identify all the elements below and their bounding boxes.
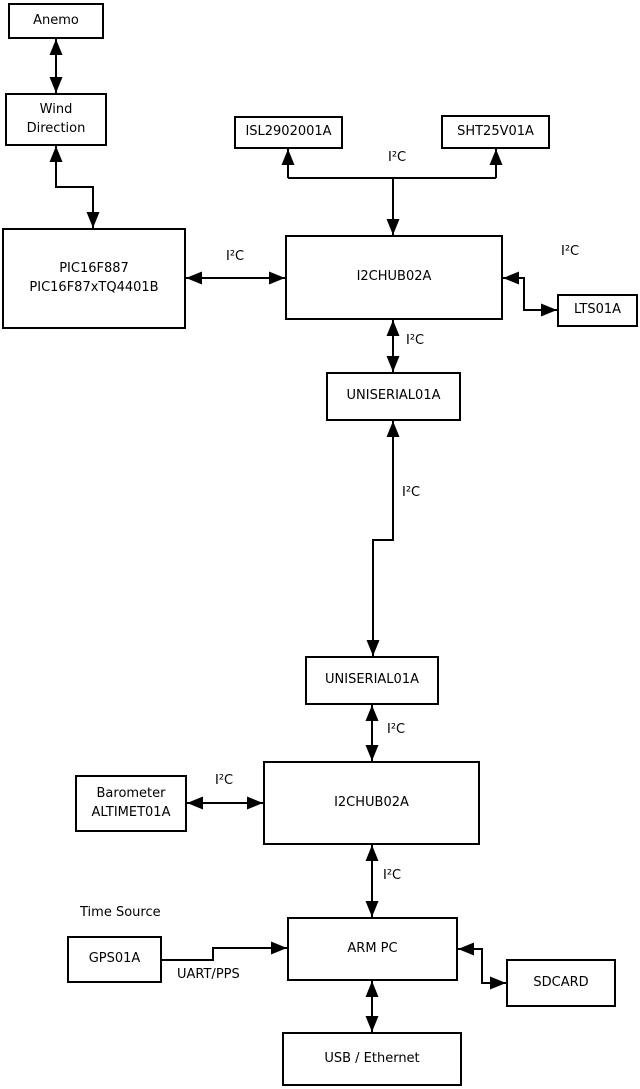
- edge-i2chub-top-lts: [503, 278, 557, 310]
- node-sdcard: [506, 959, 616, 1007]
- node-uniserial01a-bottom: [305, 656, 439, 705]
- node-arm-pc: [287, 917, 458, 981]
- node-sht25v01a-label: SHT25V01A: [457, 123, 534, 139]
- node-usb-ethernet: [282, 1032, 462, 1086]
- node-arm-pc-label: ARM PC: [347, 940, 398, 956]
- node-i2chub02a-top-label: I2CHUB02A: [356, 269, 432, 285]
- node-sdcard-label: SDCARD: [533, 974, 589, 990]
- node-gps01a: [67, 936, 162, 983]
- node-gps01a-label: GPS01A: [88, 951, 141, 967]
- node-anemo-label: Anemo: [33, 12, 79, 28]
- node-pic16f887: [2, 228, 186, 329]
- node-lts01a: [557, 294, 638, 327]
- label-i2c-pic-hub: I²C: [226, 249, 245, 264]
- node-isl2902001a-label: ISL2902001A: [245, 124, 332, 140]
- node-i2chub02a-bottom: [263, 761, 480, 845]
- node-pic16f887-line1: PIC16F887: [59, 261, 129, 277]
- node-wind-direction: [5, 93, 107, 146]
- label-i2c-uniserial-hub: I²C: [387, 722, 406, 737]
- edge-armpc-sdcard: [458, 949, 506, 983]
- node-i2chub02a-bottom-label: I2CHUB02A: [334, 794, 409, 810]
- label-i2c-hub-arm: I²C: [383, 868, 402, 883]
- label-time-source: Time Source: [80, 905, 161, 920]
- node-wind-direction-line2: Direction: [26, 120, 86, 136]
- node-uniserial01a-top-label: UNISERIAL01A: [346, 388, 441, 404]
- label-i2c-uniserial-link: I²C: [402, 485, 421, 500]
- label-uart-pps: UART/PPS: [177, 967, 240, 982]
- label-i2c-baro-hub: I²C: [215, 773, 234, 788]
- label-i2c-hub-lts: I²C: [561, 244, 580, 259]
- node-lts01a-label: LTS01A: [573, 302, 622, 318]
- node-pic16f887-line2: PIC16F87xTQ4401B: [29, 279, 159, 295]
- node-sht25v01a: [441, 115, 550, 149]
- node-isl2902001a: [234, 116, 343, 149]
- node-anemo: [8, 3, 104, 39]
- edge-uniserial-link: [373, 421, 393, 656]
- node-usb-ethernet-label: USB / Ethernet: [324, 1050, 420, 1066]
- edge-gps-armpc: [162, 948, 287, 960]
- node-barometer-altimet01a: [75, 775, 187, 832]
- node-uniserial01a-bottom-label: UNISERIAL01A: [325, 672, 419, 688]
- edge-winddirection-pic: [56, 146, 93, 228]
- node-i2chub02a-top: [285, 235, 503, 320]
- label-i2c-top-bus: I²C: [388, 150, 407, 165]
- node-barometer-line2: ALTIMET01A: [91, 804, 171, 820]
- label-i2c-hub-uniserial: I²C: [406, 333, 425, 348]
- node-uniserial01a-top: [326, 372, 461, 421]
- node-wind-direction-line1: Wind: [39, 102, 73, 118]
- node-barometer-line1: Barometer: [96, 786, 166, 802]
